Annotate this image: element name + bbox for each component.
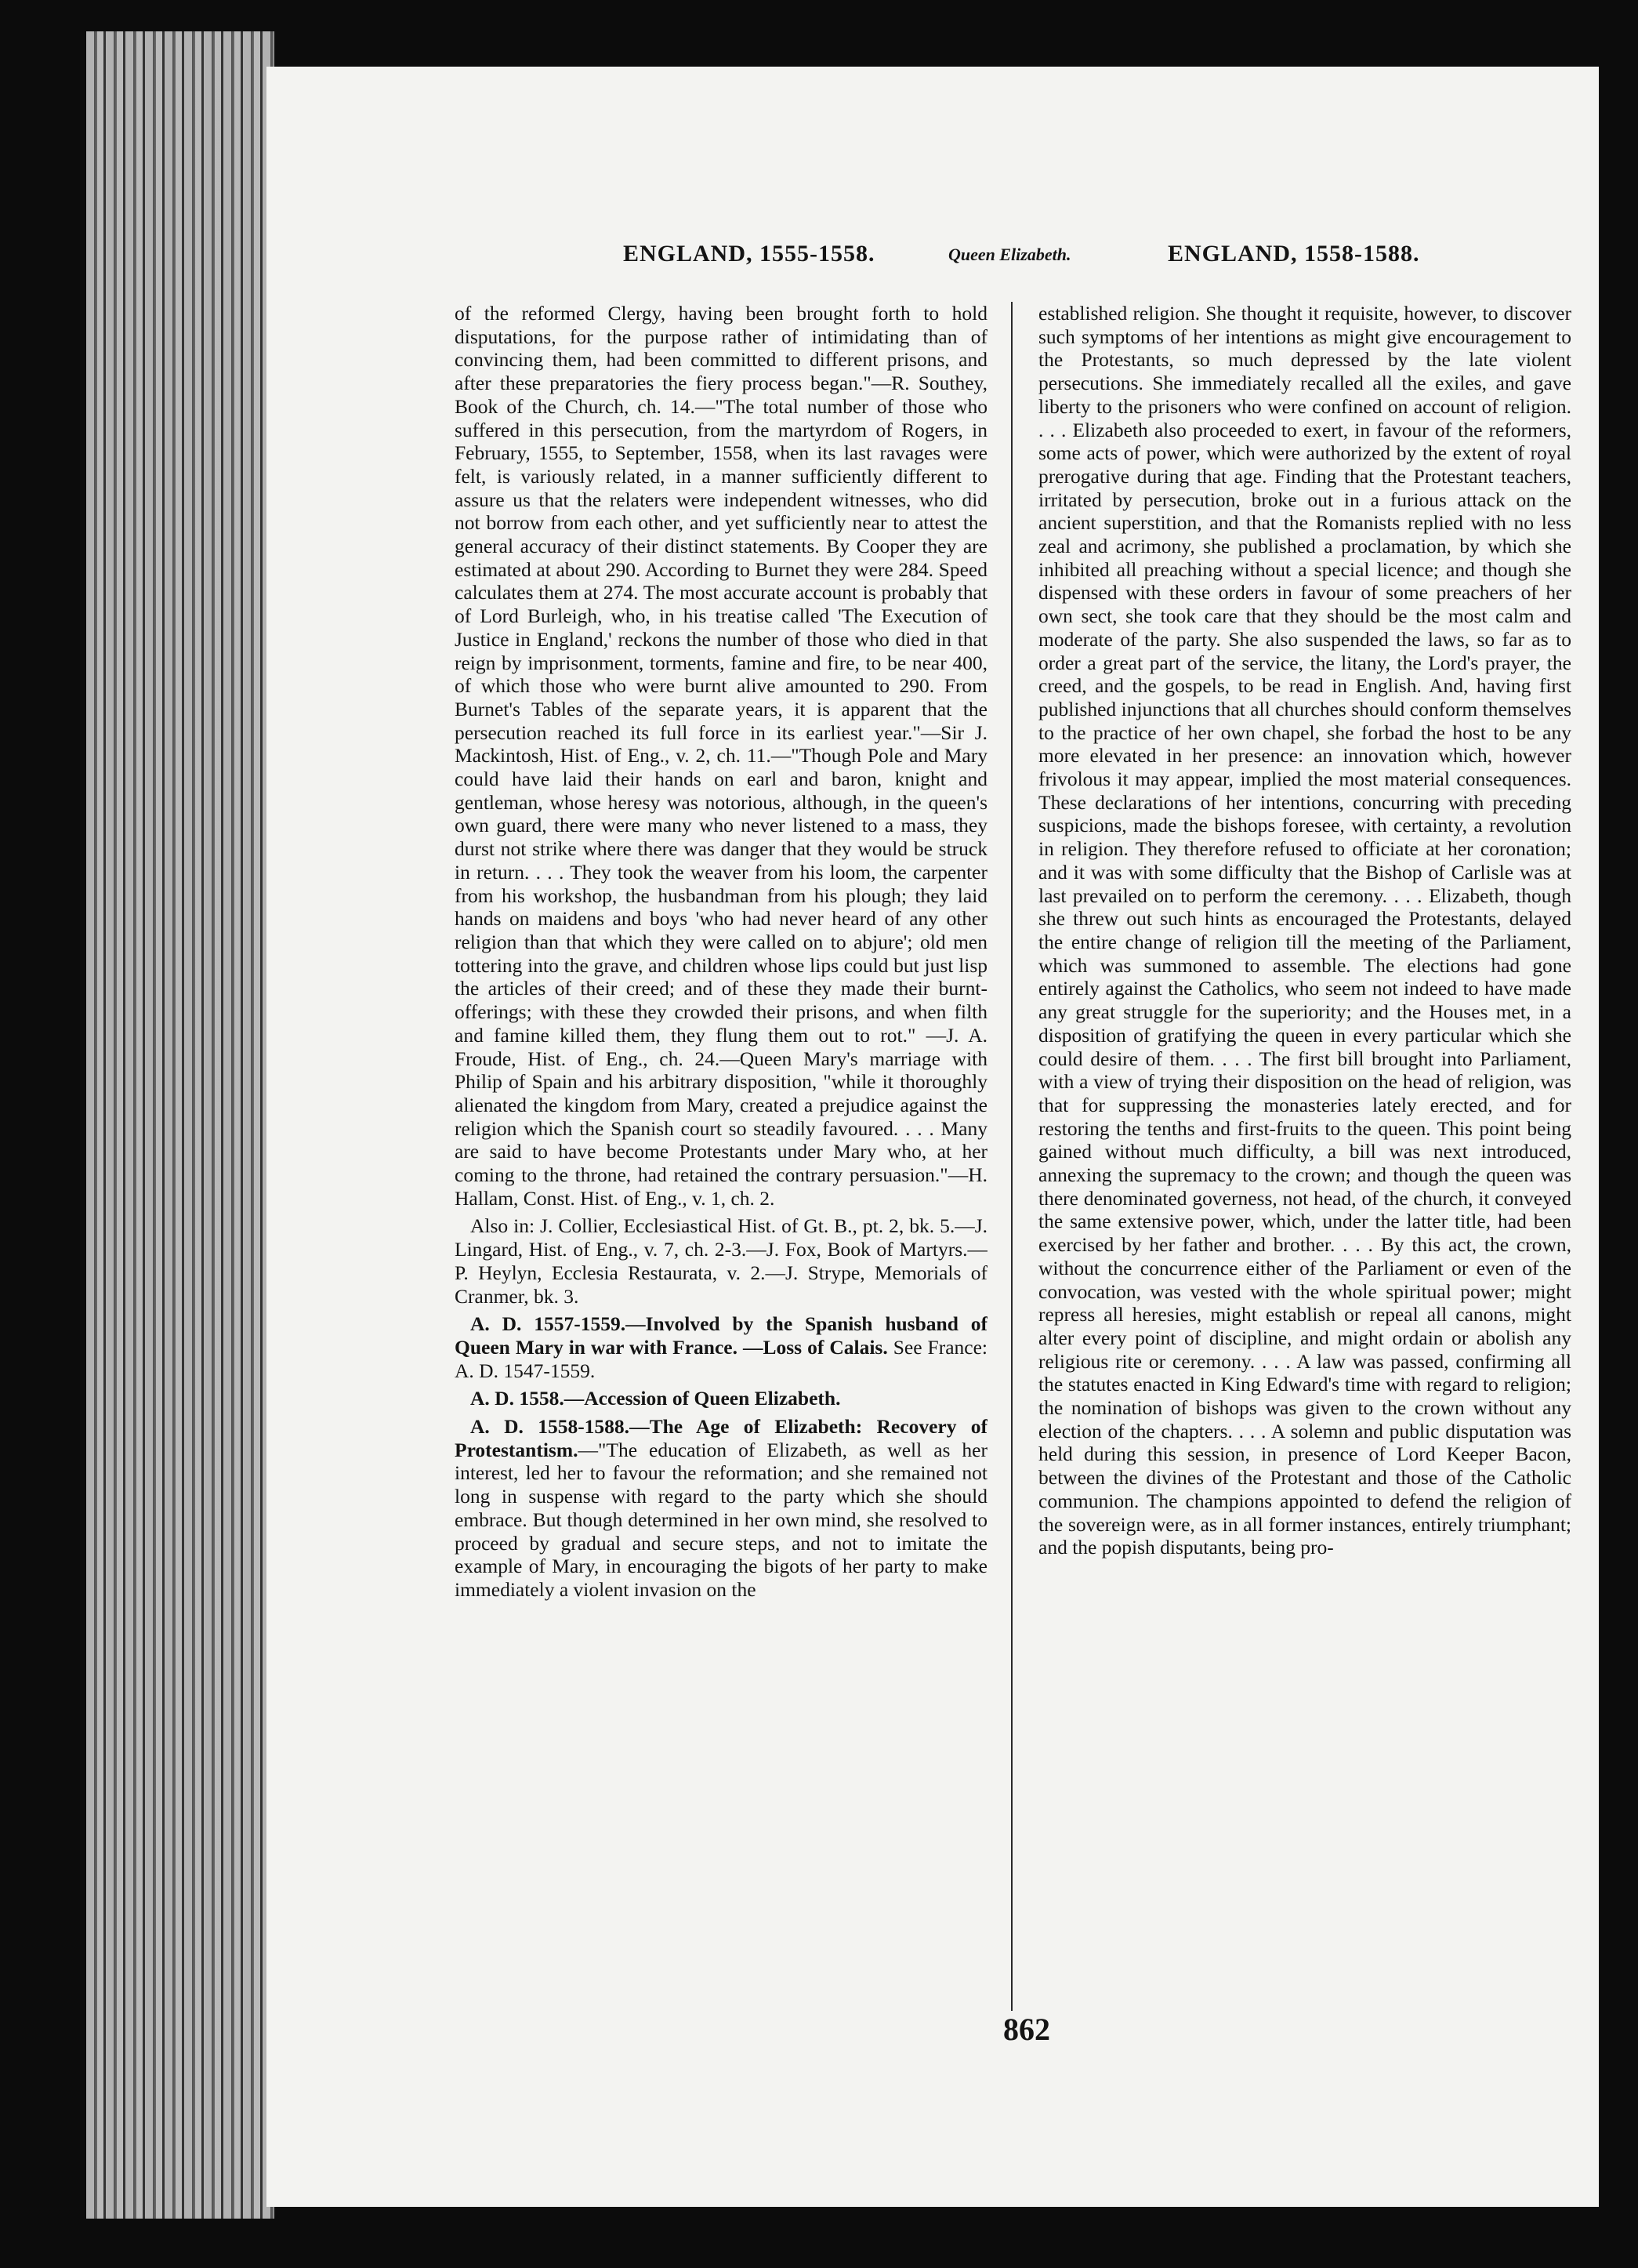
entry-1558-date: A. D. 1558. (470, 1387, 564, 1410)
entry-1558-title: —Accession of Queen Elizabeth. (564, 1387, 841, 1410)
entry-1557 (455, 1312, 988, 1382)
left-paragraph: of the reformed Clergy, having been brought forth to hold disputations, for the purpose rather of intimidating than of convincing them, had been committed to different prisons, and after these preparatories the fiery process began."—R. Southey, Book of the Church, ch. 14.—"The total number of those who suffered in this persecution, from the martyrdom of Rogers, in February, 1555, to September, 1558, when its last ravages were felt, is variously related, in a manner sufficiently different to assure us that the relaters were independent witnesses, who did not borrow from each other, and yet sufficiently near to attest the general accuracy of their distinct statements. By Cooper they are estimated at about 290. According to Burnet they were 284. Speed calculates them at 274. The most accurate account is probably that of Lord Burleigh, who, in his treatise called 'The Execution of Justice in England,' reckons the number of those who died in that reign by imprisonment, torments, famine and fire, to be near 400, of which those who were burnt alive amounted to 290. From Burnet's Tables of the separate years, it is apparent that the persecution reached its full force in its earliest year."—Sir J. Mackintosh, Hist. of Eng., v. 2, ch. 11.—"Though Pole and Mary could have laid their hands on earl and baron, knight and gentleman, whose heresy was notorious, although, in the queen's own guard, there were many who never listened to a mass, they durst not strike where there was danger that they would be struck in return. . . . They took the weaver from his loom, the carpenter from his workshop, the husbandman from his plough; they laid hands on maidens and boys 'who had never heard of any other religion than that which they were called on to abjure'; old men tottering into the grave, and children whose lips could but just lisp the articles of their creed; and of these they made their burnt-offerings; with these they crowded their prisons, and when filth and famine killed them, they flung them out to rot." —J. A. Froude, Hist. of Eng., ch. 24.—Queen Mary's marriage with Philip of Spain and his arbitrary disposition, "while it thoroughly alienated the kingdom from Mary, created a prejudice against the religion which the Spanish court so steadily favoured. . . . Many are said to have become Protestants under Mary who, at her coming to the throne, had retained the contrary persuasion."—H. Hallam, Const. Hist. of Eng., v. 1, ch. 2. (455, 302, 988, 1210)
header-right: ENGLAND, 1558-1588. (1168, 241, 1420, 267)
entry-1558-1588 (455, 1415, 988, 1602)
header-center: Queen Elizabeth. (948, 245, 1071, 264)
entry-1558-1588-title: —The Age of Elizabeth: Recovery of Protestantism. (455, 1415, 988, 1461)
header-left: ENGLAND, 1555-1558. (623, 241, 875, 267)
entry-1557-ref: See France: A. D. 1547-1559. (455, 1335, 988, 1382)
book-page-edges (86, 31, 274, 2219)
entry-1557-title: —Involved by the Spanish husband of Queen Mary in war with France. —Loss of Calais. (455, 1312, 988, 1359)
column-divider (1011, 302, 1013, 2011)
right-column (1038, 302, 1571, 2027)
entry-1557-date: A. D. 1557-1559. (470, 1312, 626, 1336)
also-in-references: Also in: J. Collier, Ecclesiastical Hist. of Gt. B., pt. 2, bk. 5.—J. Lingard, Hist. of Eng., v. 7, ch. 2-3.—J. Fox, Book of Martyrs.—P. Heylyn, Ecclesia Restaurata, v. 2.—J. Strype, Memorials of Cranmer, bk. 3. (455, 1214, 988, 1308)
page-number: 862 (1003, 2012, 1050, 2047)
left-column (455, 302, 988, 2027)
book-page (266, 67, 1599, 2207)
entry-1558-1588-text: —"The education of Elizabeth, as well as her interest, led her to favour the reformation; and she remained not long in suspense with regard to the party which she should embrace. But though determined in her own mind, she resolved to proceed by gradual and secure steps, and not to imitate the example of Mary, in encouraging the bigots of her party to make immediately a violent invasion on the (455, 1438, 988, 1601)
entry-1558 (455, 1387, 988, 1410)
entry-1558-1588-date: A. D. 1558-1588. (470, 1415, 630, 1439)
running-header (266, 241, 1599, 288)
right-paragraph: established religion. She thought it requisite, however, to discover such symptoms of her intentions as might give encouragement to the Protestants, so much depressed by the late violent persecutions. She immediately recalled all the exiles, and gave liberty to the prisoners who were confined on account of religion. . . . Elizabeth also proceeded to exert, in favour of the reformers, some acts of power, which were authorized by the extent of royal prerogative during that age. Finding that the Protestant teachers, irritated by persecution, broke out in a furious attack on the ancient superstition, and that the Romanists replied with no less zeal and acrimony, she published a proclamation, by which she inhibited all preaching without a special licence; and though she dispensed with these orders in favour of some preachers of her own sect, she took care that they should be the most calm and moderate of the party. She also suspended the laws, so far as to order a great part of the service, the litany, the Lord's prayer, the creed, and the gospels, to be read in English. And, having first published injunctions that all churches should conform themselves to the practice of her own chapel, she forbad the host to be any more elevated in her presence: an innovation which, however frivolous it may appear, implied the most material consequences. These declarations of her intentions, concurring with preceding suspicions, made the bishops foresee, with certainty, a revolution in religion. They therefore refused to officiate at her coronation; and it was with some difficulty that the Bishop of Carlisle was at last prevailed on to perform the ceremony. . . . Elizabeth, though she threw out such hints as encouraged the Protestants, delayed the entire change of religion till the meeting of the Parliament, which was summoned to assemble. The elections had gone entirely against the Catholics, who seem not indeed to have made any great struggle for the superiority; and the Houses met, in a disposition of gratifying the queen in every particular which she could desire of them. . . . The first bill brought into Parliament, with a view of trying their disposition on the head of religion, was that for suppressing the monasteries lately erected, and for restoring the tenths and first-fruits to the queen. This point being gained without much difficulty, a bill was next introduced, annexing the supremacy to the crown; and though the queen was there denominated governess, not head, of the church, it conveyed the same extensive power, which, under the latter title, had been exercised by her father and brother. . . . By this act, the crown, without the concurrence either of the Parliament or even of the convocation, was vested with the whole spiritual power; might repress all heresies, might establish or repeal all canons, might alter every point of discipline, and might ordain or abolish any religious rite or ceremony. . . . A law was passed, confirming all the statutes enacted in King Edward's time with regard to religion; the nomination of bishops was given to the crown without any election of the chapters. . . . A solemn and public disputation was held during this session, in presence of Lord Keeper Bacon, between the divines of the Protestant and those of the Catholic communion. The champions appointed to defend the religion of the sovereign were, as in all former instances, entirely triumphant; and the popish disputants, being pro- (1038, 302, 1571, 1559)
